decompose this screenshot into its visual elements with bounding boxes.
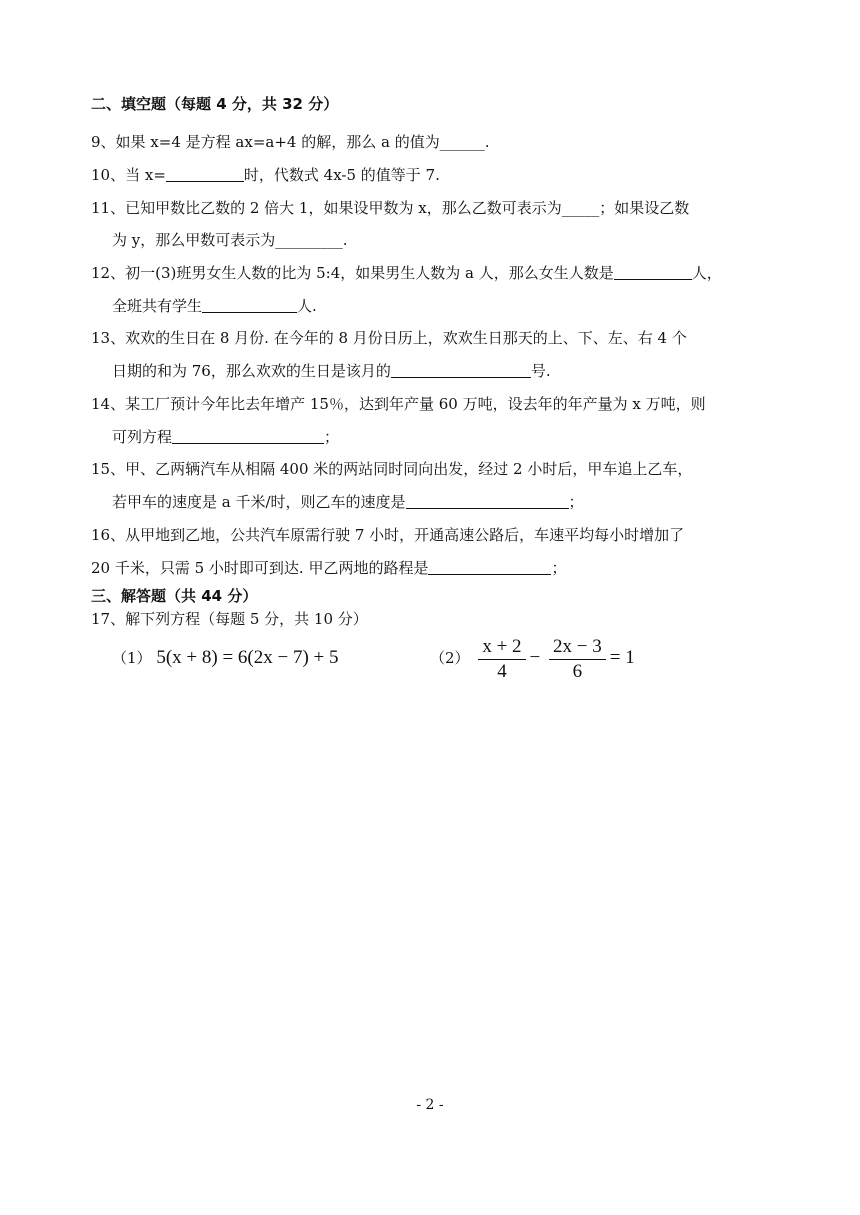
question-16-line-1: 16、从甲地到乙地，公共汽车原需行驶 7 小时，开通高速公路后，车速平均每小时增加了 [91, 526, 685, 544]
answer-blank[interactable] [166, 167, 244, 182]
fraction-2-numerator: 2x − 3 [549, 635, 606, 660]
fraction-1-numerator: x + 2 [478, 635, 525, 660]
question-14-end: ； [324, 428, 340, 446]
question-10-part-b: 时，代数式 4x-5 的值等于 7. [243, 166, 440, 184]
question-12-text: 12、初一(3)班男女生人数的比为 5:4，如果男生人数为 a 人，那么女生人数是 [91, 264, 614, 282]
fraction-1 [478, 635, 525, 684]
section-heading-solve: 三、解答题（共 44 分） [91, 587, 258, 605]
answer-blank[interactable] [406, 494, 569, 509]
question-10-part-a: 10、当 x= [91, 166, 166, 184]
question-12-unit: 人， [691, 264, 722, 282]
question-14-line-2 [112, 427, 339, 447]
equation-1-label: （1） [112, 649, 152, 667]
question-15-line-2 [112, 492, 584, 512]
question-15-end: ； [568, 493, 584, 511]
answer-blank[interactable] [614, 265, 692, 280]
question-12-line-1 [91, 263, 722, 283]
question-13-line-1: 13、欢欢的生日在 8 月份. 在今年的 8 月份日历上，欢欢生日那天的上、下、左、右 4 个 [91, 329, 687, 347]
question-15-line-1: 15、甲、乙两辆汽车从相隔 400 米的两站同时同向出发，经过 2 小时后，甲车追上乙车， [91, 460, 693, 478]
question-14-line-1: 14、某工厂预计今年比去年增产 15％，达到年产量 60 万吨，设去年的年产量为 x 万吨，则 [91, 395, 706, 413]
equation-1-expression: 5(x + 8) = 6(2x − 7) + 5 [156, 647, 339, 668]
fraction-1-denominator: 4 [497, 660, 507, 682]
question-13-text: 日期的和为 76，那么欢欢的生日是该月的 [112, 362, 391, 380]
question-15-text: 若甲车的速度是 a 千米/时，则乙车的速度是 [112, 493, 406, 511]
equation-2-rhs: = 1 [609, 647, 635, 668]
minus-sign: − [529, 647, 541, 668]
fraction-2-denominator: 6 [572, 660, 583, 682]
equation-2 [430, 632, 635, 684]
answer-blank[interactable] [391, 363, 531, 378]
question-10 [91, 165, 440, 185]
question-16-text: 20 千米，只需 5 小时即可到达. 甲乙两地的路程是 [91, 559, 429, 577]
page-number: - 2 - [416, 1097, 444, 1113]
question-12-unit-2: 人. [297, 297, 317, 315]
question-14-text: 可列方程 [112, 428, 173, 446]
question-11-line-2: 为 y，那么甲数可表示为_________. [112, 231, 348, 249]
question-17-intro: 17、解下列方程（每题 5 分，共 10 分） [91, 610, 368, 628]
question-16-end: ； [551, 559, 567, 577]
answer-blank[interactable] [202, 298, 297, 313]
question-16-line-2 [91, 558, 567, 578]
section-heading-fill-blank: 二、填空题（每题 4 分，共 32 分） [91, 95, 339, 113]
question-12-text-2: 全班共有学生 [112, 297, 203, 315]
answer-blank[interactable] [428, 560, 551, 575]
equation-2-label: （2） [430, 649, 470, 667]
equation-1 [112, 648, 339, 668]
question-12-line-2 [112, 296, 317, 316]
question-11-line-1: 11、已知甲数比乙数的 2 倍大 1，如果设甲数为 x，那么乙数可表示为_____；如果设乙数 [91, 199, 690, 217]
fraction-2 [549, 635, 606, 684]
question-13-unit: 号. [530, 362, 551, 380]
question-9: 9、如果 x=4 是方程 ax=a+4 的解，那么 a 的值为______. [91, 133, 490, 151]
answer-blank[interactable] [172, 429, 324, 444]
question-13-line-2 [112, 361, 551, 381]
